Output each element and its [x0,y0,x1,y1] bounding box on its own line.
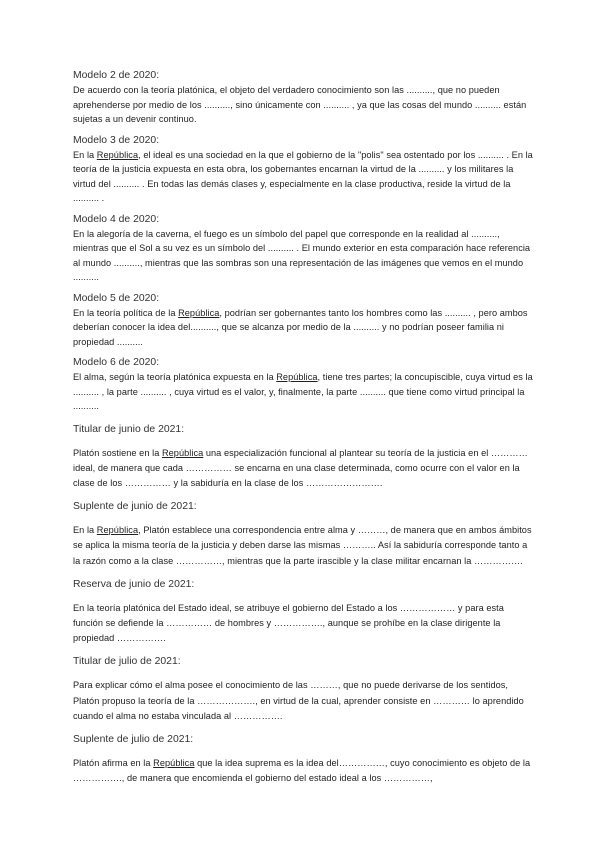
exercise-reserva-junio-2021 [73,578,533,647]
exercise-title: Titular de junio de 2021: [73,423,185,435]
text-segment: Platón sostiene en la [73,447,162,458]
exercise-modelo-5-2020 [73,292,533,350]
text-segment: En la teoría política de la [73,307,179,318]
republica-link[interactable]: República [161,447,204,458]
exercise-title: Reserva de junio de 2021: [73,578,195,590]
republica-link[interactable]: República [276,372,318,382]
exercise-text [73,523,533,569]
exercise-text [73,446,533,492]
exercise-text [73,678,533,724]
exercise-title: Suplente de junio de 2021: [73,501,197,513]
text-segment: En la [73,525,97,536]
exercise-title: Modelo 4 de 2020: [73,213,160,225]
exercise-text [73,756,533,786]
exercise-title: Modelo 6 de 2020: [73,357,160,368]
republica-link[interactable]: República [153,757,195,768]
exercise-title: Modelo 5 de 2020: [73,292,160,304]
exercise-text [73,83,533,127]
text-segment: En la teoría platónica del Estado ideal, se atribuye el gobierno del Estado a los ……………… y para esta función se defiende la …………… de hombres y ……………., aunque se prohíbe en la clase dirigente la propiedad ……………. [73,602,504,644]
exercise-text [73,148,533,206]
exercise-title: Titular de julio de 2021: [73,656,181,668]
exercise-text [73,370,533,414]
exercise-titular-julio-2021 [73,655,533,724]
text-segment: , el ideal es una sociedad en la que el gobierno de la "polis" sea ostentado por los .......... . En la teoría de la justicia expuesta en esta obra, los gobernantes encarnan la virtud de la .......... y los militares la virtud del .......... . En todas las demás clases y, especialmente en la clase productiva, reside la virtud de la .......... . [73,149,533,203]
text-segment: , tiene tres partes; la concupiscible, cuya virtud es la .......... , la parte .......... , cuya virtud es el valor, y, finalmente, la parte .......... que tiene como virtud principal la .......... [73,372,533,411]
republica-link[interactable]: República [96,149,139,160]
exercise-modelo-4-2020 [73,213,533,285]
text-segment: En la [73,149,97,160]
text-segment: que la idea suprema es la idea del……………, cuyo conocimiento es objeto de la ……………., de manera que encomienda el gobierno del estado ideal a los ……………, [73,757,531,784]
exercise-text [73,601,533,647]
exercise-modelo-6-2020 [73,356,533,414]
exercise-text [73,227,533,285]
exercise-title: Suplente de julio de 2021: [73,733,194,745]
text-segment: De acuerdo con la teoría platónica, el objeto del verdadero conocimiento son las .........., que no pueden aprehenderse por medio de los .........., sino únicamente con .......... , ya que las cosas del mundo .......... están sujetas a un devenir continuo. [73,85,527,124]
republica-link[interactable]: República [178,307,220,318]
exercise-title: Modelo 3 de 2020: [73,134,160,146]
republica-link[interactable]: República [96,525,139,536]
text-segment: El alma, según la teoría platónica expuesta en la [73,372,277,382]
text-segment: , podrían ser gobernantes tanto los hombres como las .......... , pero ambos deberían conocer la idea del.........., que se alcanza por medio de la .......... y no podrían poseer familia ni propiedad .......... [73,307,528,347]
exercise-titular-junio-2021 [73,423,533,492]
exercise-modelo-3-2020 [73,134,533,206]
exercise-title: Modelo 2 de 2020: [73,70,160,81]
text-segment: Para explicar cómo el alma posee el conocimiento de las ………, que no puede derivarse de los sentidos, Platón propuso la teoría de la ………………., en virtud de la cual, aprender consiste en ………… lo aprendido cuando el alma no estaba vinculada al ……………. [73,680,524,721]
exercise-suplente-julio-2021 [73,733,533,786]
exercise-suplente-junio-2021 [73,500,533,569]
text-segment: Platón afirma en la [73,757,154,768]
exercise-text [73,306,533,350]
text-segment: , Platón establece una correspondencia entre alma y ………, de manera que en ambos ámbitos se aplica la misma teoría de la justicia y deben darse las mismas ……….. Así la sabiduría corresponde tanto a la razón como a la clase ……………, mientras que la parte irascible y la clase militar encarnan la ……………. [73,525,532,566]
exercise-modelo-2-2020 [73,69,533,127]
text-segment: En la alegoría de la caverna, el fuego es un símbolo del papel que corresponde en la realidad al .........., mientras que el Sol a su vez es un símbolo del .......... . El mundo exterior en esta comparación hace referencia al mundo .........., mientras que las sombras son una representación de las imágenes que vemos en el mundo .......... [73,228,531,282]
text-segment: una especialización funcional al plantear su teoría de la justicia en el ………… ideal, de manera que cada …………… se encarna en una clase determinada, como ocurre con el valor en la clase de los …………… y la sabiduría en la clase de los ……………………. [73,447,528,488]
document-page [73,69,533,786]
